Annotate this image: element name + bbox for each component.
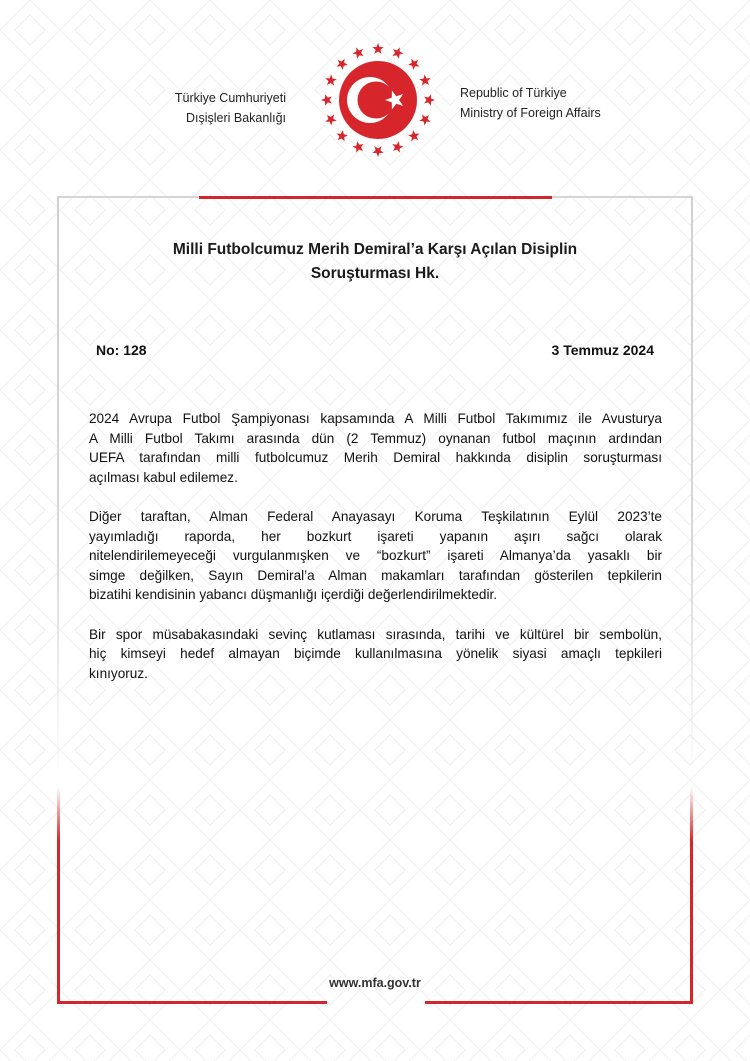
paragraph-line: kınıyoruz.: [89, 665, 148, 681]
ministry-name-english: [460, 83, 601, 123]
frame-left-grey-line: [57, 197, 59, 782]
seal-ring-star-icon: [353, 141, 364, 152]
seal-ring-star-icon: [353, 47, 364, 58]
seal-ring-star-icon: [424, 94, 435, 105]
paragraph-1: [89, 409, 662, 487]
seal-ring-star-icon: [337, 59, 348, 70]
frame-bottom-right-red-line: [425, 1001, 693, 1004]
seal-ring-star-icon: [325, 114, 336, 125]
release-date: 3 Temmuz 2024: [551, 342, 654, 358]
seal-ring-star-icon: [392, 47, 403, 58]
paragraph-line: bizatihi kendisinin yabancı düşmanlığı içerdiği değerlendirilmektedir.: [89, 587, 498, 603]
paragraph-line: yayımladığı raporda, her bozkurt işareti yapanın aşırı sağcı olarak: [89, 528, 662, 544]
seal-ring-star-icon: [337, 130, 348, 141]
paragraph-line: açılması kabul edilemez.: [89, 469, 238, 485]
title-line-2: Soruşturması Hk.: [310, 265, 440, 282]
paragraph-line: 2024 Avrupa Futbol Şampiyonası kapsamında A Milli Futbol Takımımız ile Avusturya: [89, 411, 662, 426]
frame-right-red-line: [690, 787, 693, 1003]
seal-ring-star-icon: [321, 94, 332, 105]
paragraph-line: UEFA tarafından milli futbolcumuz Merih Demiral hakkında disiplin soruşturması: [89, 450, 662, 466]
turkish-crescent-star-seal-icon: [318, 40, 438, 160]
seal-ring-star-icon: [372, 43, 383, 54]
frame-left-red-line: [57, 787, 60, 1003]
seal-ring-star-icon: [392, 141, 403, 152]
paragraph-line: hiç kimseyi hedef almayan biçimde kullanılmasına yönelik siyasi amaçlı tepkileri: [89, 646, 662, 662]
frame-top-red-accent: [199, 196, 552, 199]
ministry-tr-line-2: Dışişleri Bakanlığı: [185, 111, 286, 125]
ministry-en-line-2: Ministry of Foreign Affairs: [460, 106, 601, 120]
seal-ring-star-icon: [325, 75, 336, 86]
ministry-name-turkish: [175, 88, 286, 128]
paragraph-2: [89, 507, 662, 605]
frame-right-grey-line: [691, 197, 693, 782]
title-line-1: Milli Futbolcumuz Merih Demiral’a Karşı Açılan Disiplin: [172, 241, 578, 258]
ministry-en-line-1: Republic of Türkiye: [460, 86, 567, 100]
frame-bottom-left-red-line: [57, 1001, 327, 1004]
website-link[interactable]: www.mfa.gov.tr: [329, 976, 421, 990]
seal-ring-star-icon: [372, 146, 383, 157]
seal-ring-star-icon: [408, 59, 419, 70]
paragraph-line: A Milli Futbol Takımı arasında dün (2 Temmuz) oynanan futbol maçının ardından: [89, 430, 662, 446]
paragraph-line: simge değilken, Sayın Demiral’a Alman makamları tarafından gösterilen tepkilerin: [89, 567, 662, 583]
ministry-tr-line-1: Türkiye Cumhuriyeti: [174, 91, 286, 105]
seal-ring-star-icon: [419, 75, 430, 86]
frame-top-left-line: [57, 196, 199, 198]
seal-ring-star-icon: [419, 114, 430, 125]
frame-top-right-line: [552, 196, 693, 198]
paragraph-line: nitelendirilemeyeceği vurgulanmışken ve “bozkurt” işareti Almanya’da yasaklı bir: [89, 548, 662, 564]
paragraph-line: Bir spor müsabakasındaki sevinç kutlaması sırasında, tarihi ve kültürel bir sembolün,: [89, 626, 662, 642]
seal-ring-star-icon: [408, 130, 419, 141]
paragraph-3: [89, 625, 662, 684]
body-text: [89, 409, 662, 703]
release-number: No: 128: [96, 342, 147, 358]
page-title: [80, 238, 670, 286]
paragraph-line: Diğer taraftan, Alman Federal Anayasayı Koruma Teşkilatının Eylül 2023’te: [89, 508, 662, 524]
